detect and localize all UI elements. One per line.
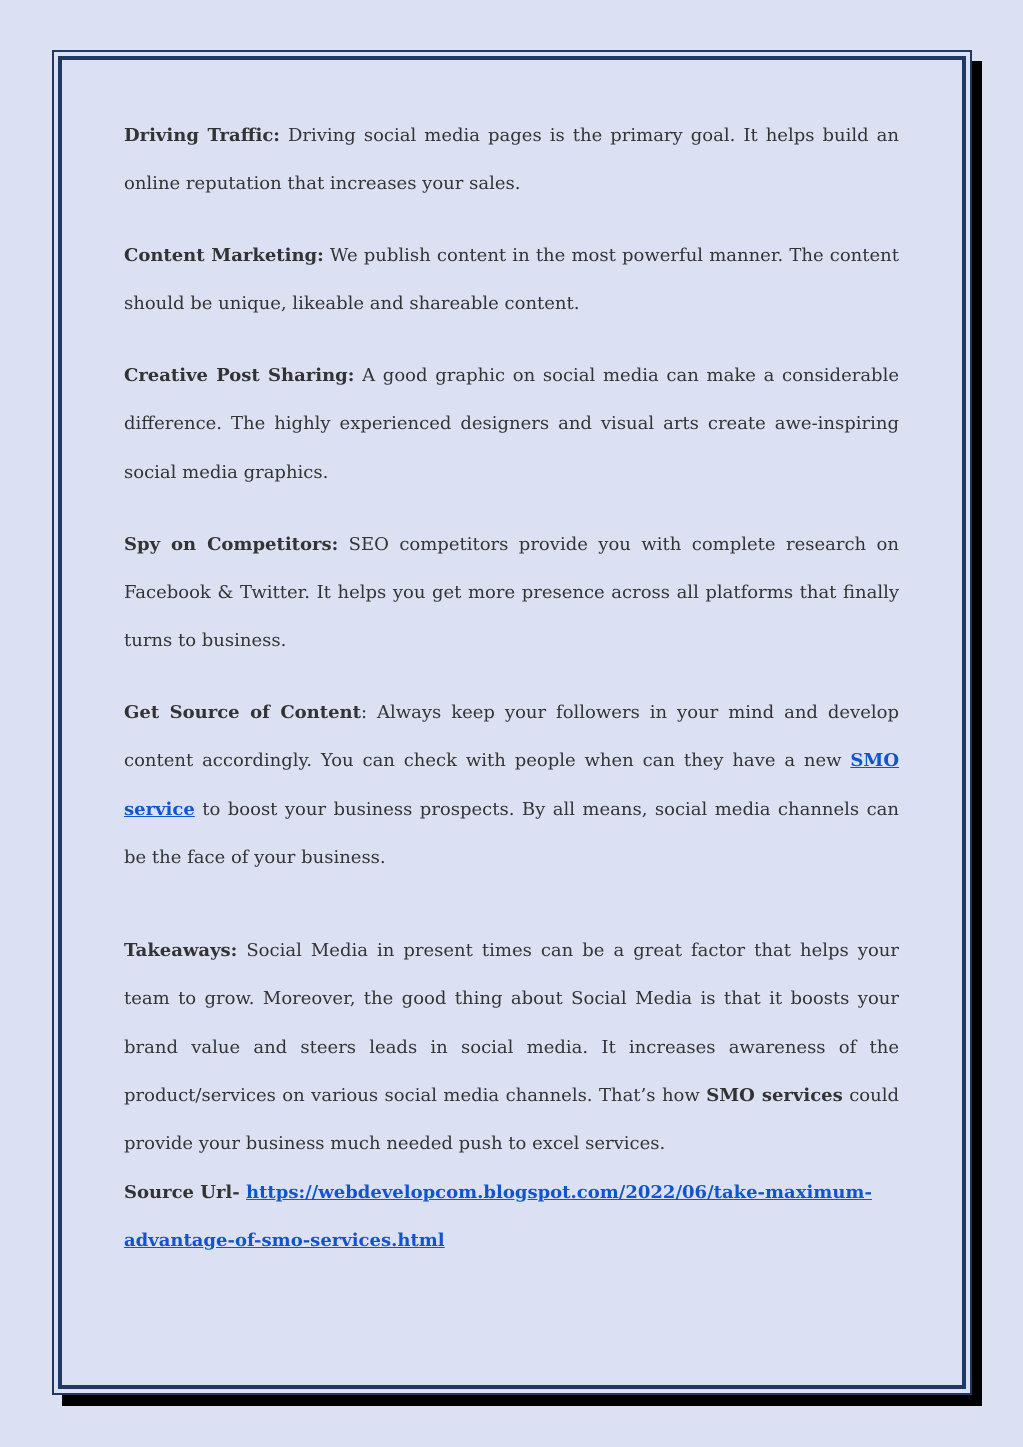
text-get-source-after-link: to boost your business prospects. By all means, social media channels can be the face of your business. xyxy=(124,798,899,868)
heading-creative-post-sharing: Creative Post Sharing: xyxy=(124,365,355,387)
heading-driving-traffic: Driving Traffic: xyxy=(124,125,280,146)
heading-content-marketing: Content Marketing: xyxy=(124,245,324,267)
source-url-label: Source Url- xyxy=(124,1181,247,1203)
paragraph-get-source xyxy=(124,689,899,882)
paragraph-driving-traffic xyxy=(124,112,899,209)
smo-services-emphasis: SMO services xyxy=(706,1085,843,1107)
paragraph-creative-post-sharing xyxy=(124,352,899,497)
text-driving-traffic: Driving social media pages is the primary goal. It helps build an online reputation that increases your sales. xyxy=(124,125,900,195)
text-takeaways-after-bold: could provide your business much needed push to excel services. xyxy=(124,1085,899,1155)
heading-spy-on-competitors: Spy on Competitors: xyxy=(124,533,339,555)
text-takeaways-before-bold: Social Media in present times can be a great factor that helps your team to grow. Moreover, the good thing about Social Media is that it boosts your brand value and steers leads in social media. It increases awareness of the product/services on various social media channels. That’s how xyxy=(124,940,899,1107)
text-content-marketing: We publish content in the most powerful manner. The content should be unique, likeable and shareable content. xyxy=(124,245,899,315)
paragraph-source xyxy=(124,1169,899,1266)
paragraph-takeaways xyxy=(124,927,899,1168)
paragraph-spy-on-competitors xyxy=(124,521,899,666)
smo-service-link[interactable]: SMO service xyxy=(124,750,899,820)
text-creative-post-sharing: A good graphic on social media can make a considerable difference. The highly experienced designers and visual arts create awe-inspiring social media graphics. xyxy=(124,365,899,483)
source-url-link[interactable]: https://webdevelopcom.blogspot.com/2022/06/take-maximum-advantage-of-smo-services.html xyxy=(124,1181,872,1251)
heading-takeaways: Takeaways: xyxy=(124,940,238,962)
document-body xyxy=(124,112,899,1265)
text-get-source-before-link: : Always keep your followers in your mind and develop content accordingly. You can check with people when can they have a new xyxy=(124,701,899,772)
heading-get-source: Get Source of Content xyxy=(124,701,361,723)
paragraph-content-marketing xyxy=(124,232,899,329)
text-spy-on-competitors: SEO competitors provide you with complete research on Facebook & Twitter. It helps you get more presence across all platforms that finally turns to business. xyxy=(124,533,899,652)
